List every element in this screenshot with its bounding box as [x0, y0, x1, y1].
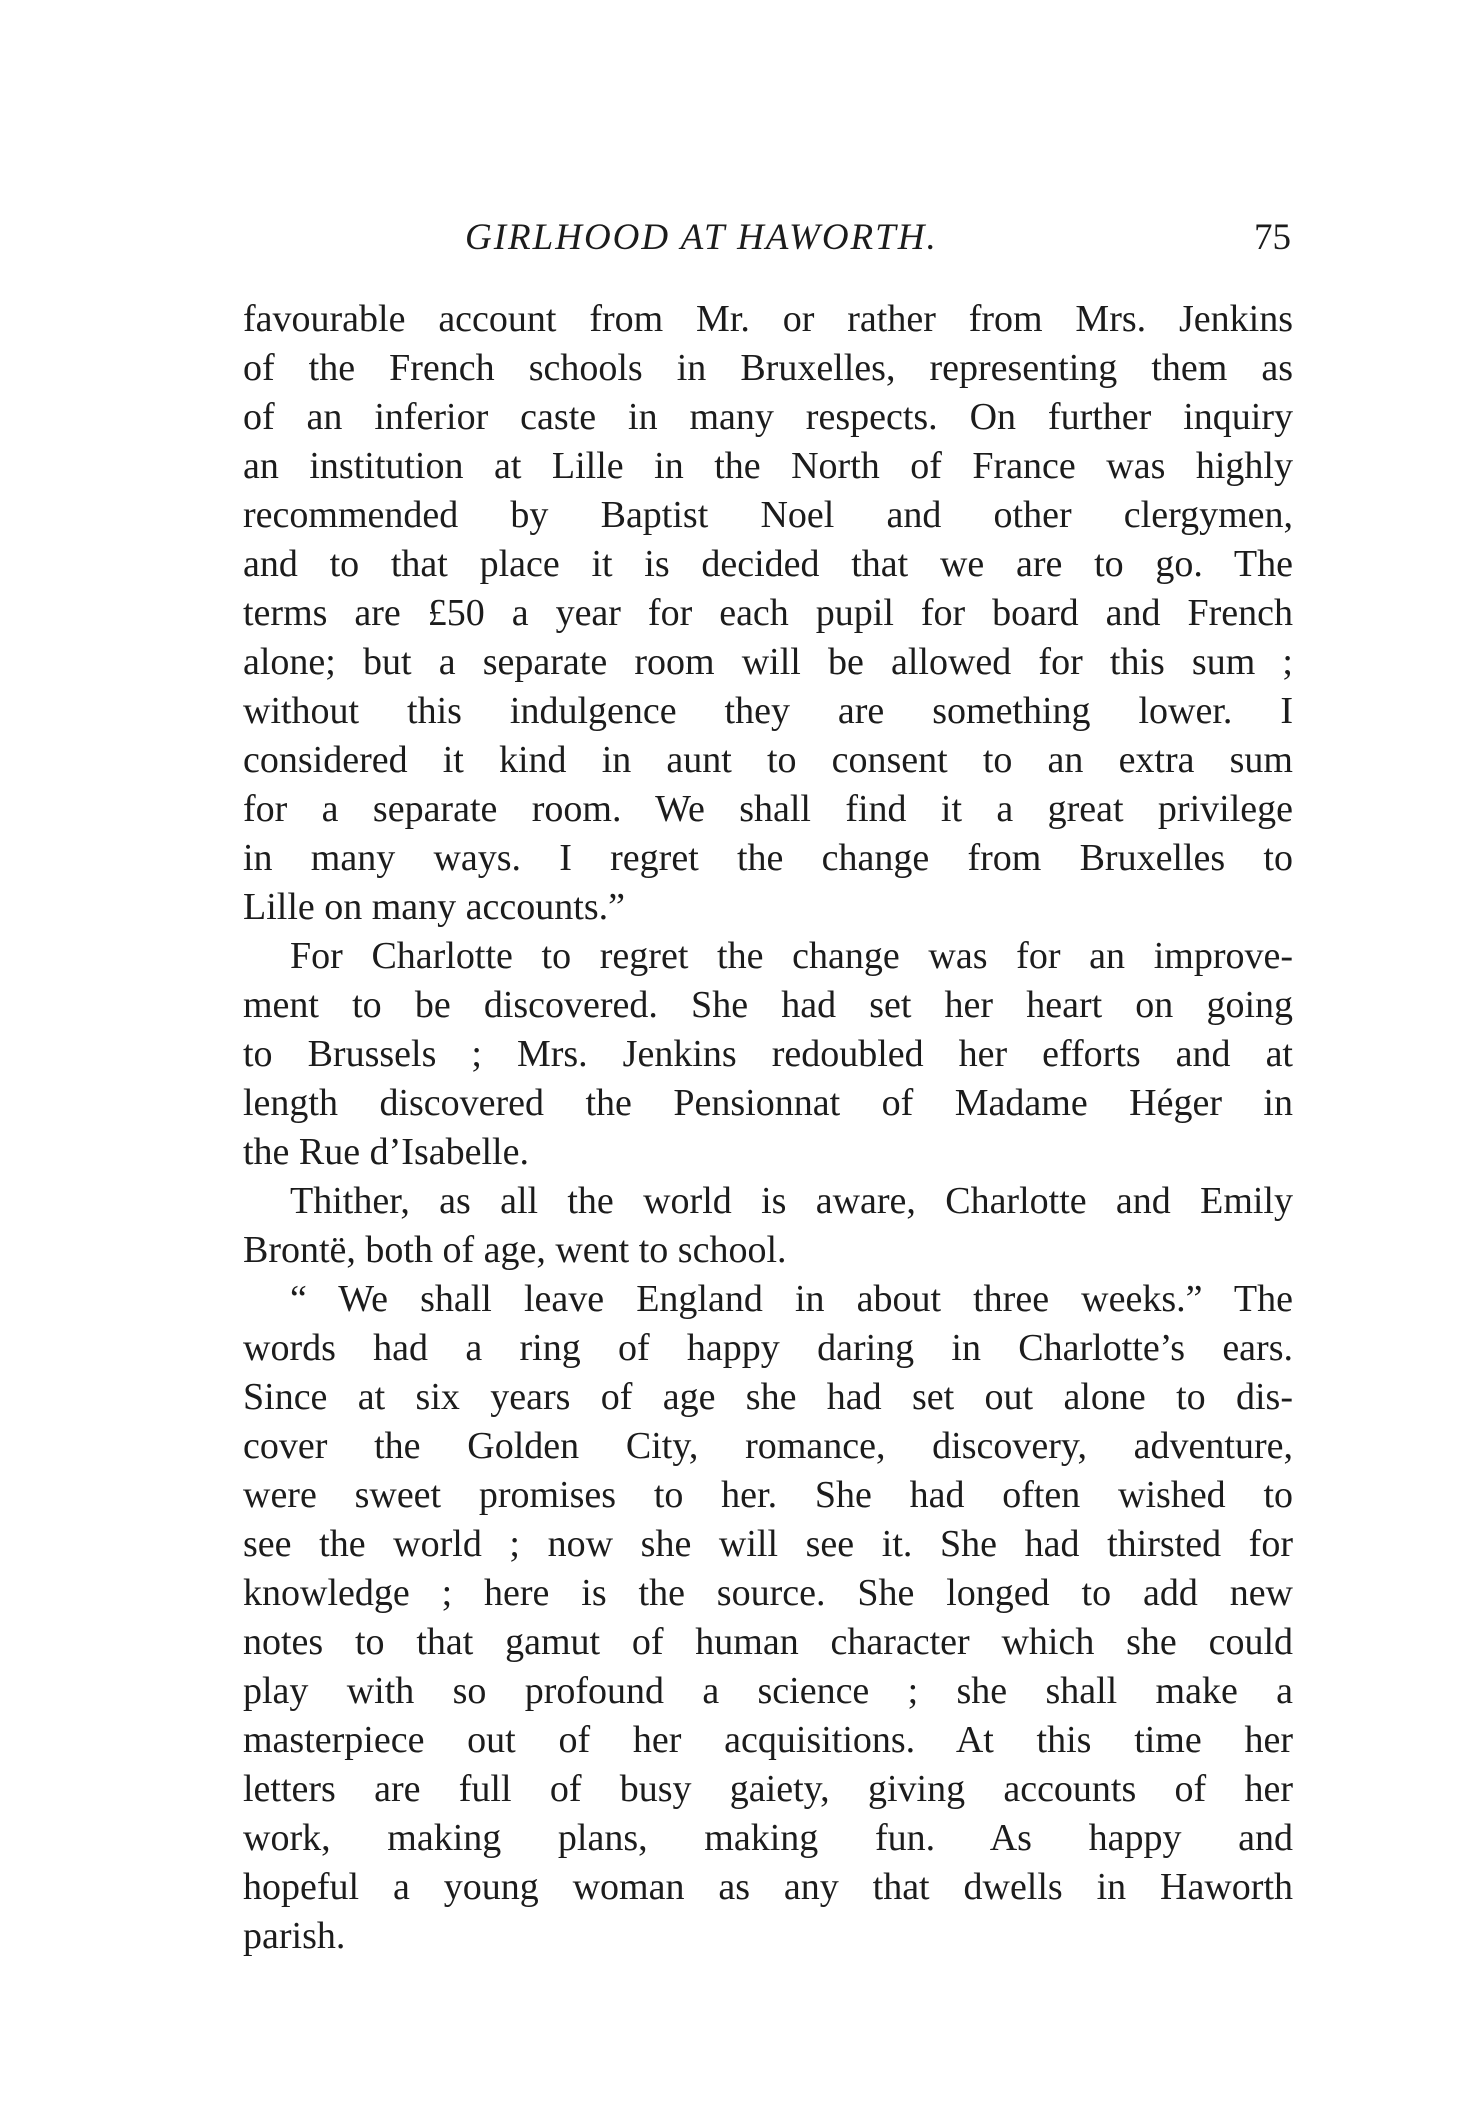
text-line: Since at six years of age she had set out alone to dis- — [243, 1376, 1293, 1418]
text-line: alone; but a separate room will be allowed for this sum ; — [243, 641, 1293, 683]
text-line: knowledge ; here is the source. She longed to add new — [243, 1572, 1293, 1614]
text-line: play with so profound a science ; she shall make a — [243, 1670, 1293, 1712]
text-line: and to that place it is decided that we are to go. The — [243, 543, 1293, 585]
text-line: Lille on many accounts.” — [243, 886, 625, 928]
paragraph-first-line: For Charlotte to regret the change was for an improve- — [290, 935, 1293, 977]
text-line: Brontë, both of age, went to school. — [243, 1229, 787, 1271]
text-line: of the French schools in Bruxelles, representing them as — [243, 347, 1293, 389]
page-number: 75 — [1254, 217, 1291, 258]
text-line: ment to be discovered. She had set her heart on going — [243, 984, 1293, 1026]
text-line: without this indulgence they are something lower. I — [243, 690, 1293, 732]
text-line: to Brussels ; Mrs. Jenkins redoubled her efforts and at — [243, 1033, 1293, 1075]
text-line: letters are full of busy gaiety, giving accounts of her — [243, 1768, 1293, 1810]
text-line: terms are £50 a year for each pupil for board and French — [243, 592, 1293, 634]
text-line: in many ways. I regret the change from Bruxelles to — [243, 837, 1293, 879]
text-line: masterpiece out of her acquisitions. At this time her — [243, 1719, 1293, 1761]
text-line: an institution at Lille in the North of France was highly — [243, 445, 1293, 487]
text-line: cover the Golden City, romance, discovery, adventure, — [243, 1425, 1293, 1467]
text-line: recommended by Baptist Noel and other clergymen, — [243, 494, 1293, 536]
text-line: see the world ; now she will see it. She had thirsted for — [243, 1523, 1293, 1565]
paragraph-first-line: Thither, as all the world is aware, Charlotte and Emily — [290, 1180, 1293, 1222]
text-line: parish. — [243, 1915, 346, 1957]
text-line: words had a ring of happy daring in Charlotte’s ears. — [243, 1327, 1293, 1369]
text-line: length discovered the Pensionnat of Madame Héger in — [243, 1082, 1293, 1124]
text-line: work, making plans, making fun. As happy and — [243, 1817, 1293, 1859]
text-line: notes to that gamut of human character which she could — [243, 1621, 1293, 1663]
text-line: considered it kind in aunt to consent to an extra sum — [243, 739, 1293, 781]
text-line: of an inferior caste in many respects. On further inquiry — [243, 396, 1293, 438]
text-line: were sweet promises to her. She had often wished to — [243, 1474, 1293, 1516]
running-head: GIRLHOOD AT HAWORTH. — [465, 217, 938, 258]
text-line: for a separate room. We shall find it a great privilege — [243, 788, 1293, 830]
text-line: the Rue d’Isabelle. — [243, 1131, 529, 1173]
text-line: favourable account from Mr. or rather from Mrs. Jenkins — [243, 298, 1293, 340]
text-line: hopeful a young woman as any that dwells in Haworth — [243, 1866, 1293, 1908]
paragraph-first-line: “ We shall leave England in about three weeks.” The — [290, 1278, 1293, 1320]
body-text — [243, 295, 1293, 1961]
